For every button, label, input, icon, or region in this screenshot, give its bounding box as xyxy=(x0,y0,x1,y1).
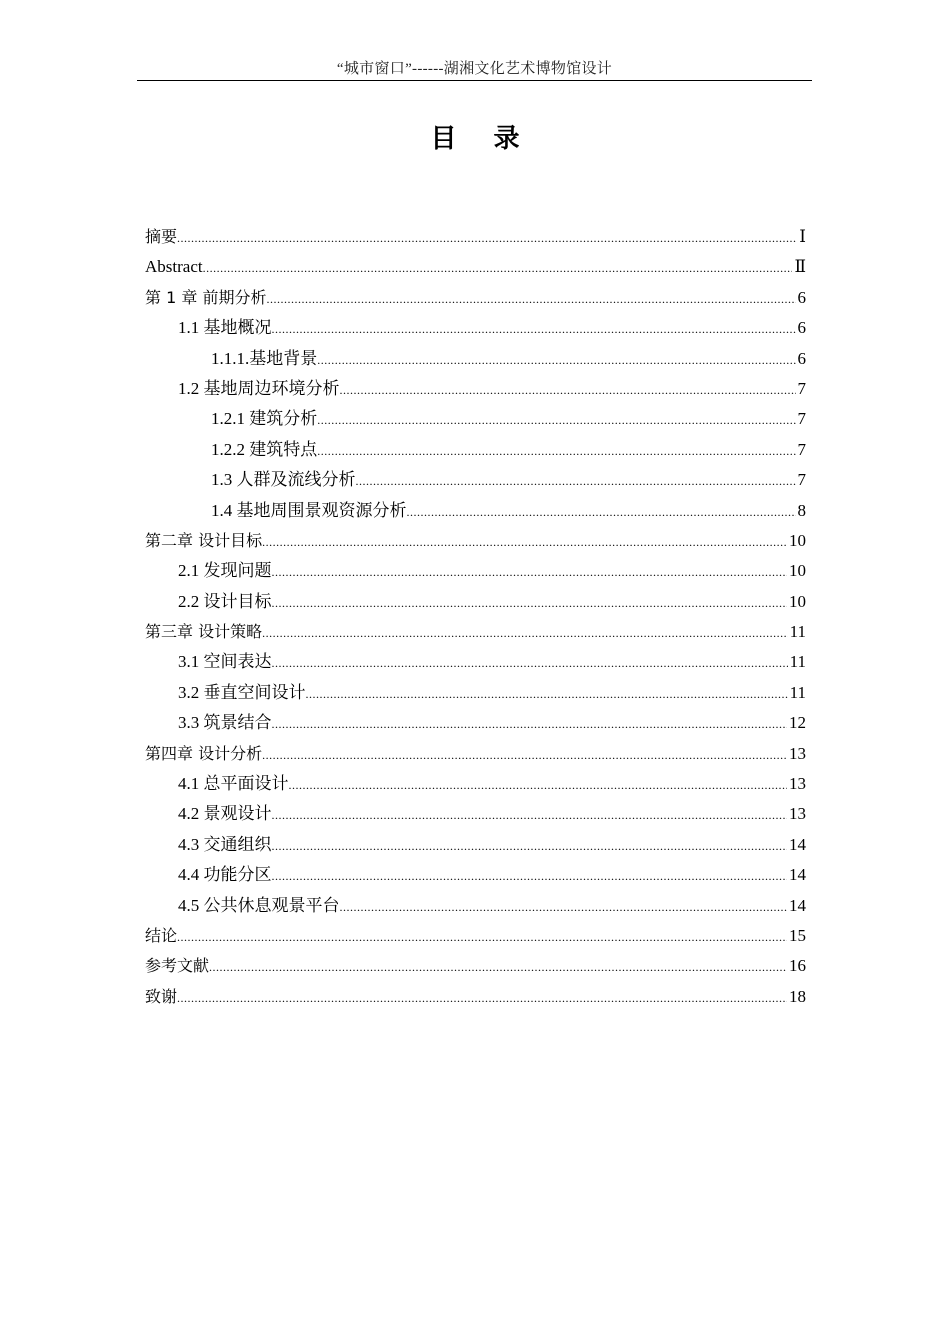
toc-entry-label: 1.2 基地周边环境分析 xyxy=(178,378,340,398)
toc-entry-label: 1.1 基地概况 xyxy=(178,318,272,338)
dot-leader xyxy=(203,253,793,283)
running-header: “城市窗口”------湖湘文化艺术博物馆设计 xyxy=(137,58,812,81)
toc-entry-page: 10 xyxy=(789,591,806,611)
toc-entry-page: 11 xyxy=(789,682,806,702)
toc-entry-3-2[interactable] xyxy=(145,678,806,708)
toc-entry-page: 14 xyxy=(789,895,806,915)
toc-entry-page: 8 xyxy=(797,500,806,520)
toc-entry-1-4[interactable] xyxy=(145,496,806,526)
dot-leader xyxy=(272,800,788,830)
toc-entry-label: 摘要 xyxy=(145,227,178,246)
toc-entry-page: 12 xyxy=(789,713,806,733)
toc-entry-label: 结论 xyxy=(145,925,178,945)
toc-entry-conclusion[interactable] xyxy=(145,921,806,951)
toc-entry-abstract-cn[interactable] xyxy=(145,222,806,252)
toc-title: 目 录 xyxy=(430,124,534,154)
toc-entry-page: 10 xyxy=(789,530,806,550)
dot-leader xyxy=(306,679,788,709)
toc-entry-page: Ⅱ xyxy=(794,257,806,277)
toc-entry-label: 4.2 景观设计 xyxy=(178,804,272,824)
dot-leader xyxy=(272,648,788,678)
dot-leader xyxy=(340,892,788,922)
toc-entry-4-2[interactable] xyxy=(145,799,806,829)
toc-entry-page: 16 xyxy=(789,956,806,976)
toc-entry-1-1[interactable] xyxy=(145,313,806,343)
toc-entry-4-1[interactable] xyxy=(145,769,806,799)
toc-entry-4-3[interactable] xyxy=(145,830,806,860)
toc-entry-label: 第三章 设计策略 xyxy=(145,622,263,642)
toc-entry-label: 参考文献 xyxy=(145,956,210,976)
dot-leader xyxy=(209,952,787,982)
toc-entry-label: 1.2.1 建筑分析 xyxy=(211,409,318,429)
toc-entry-page: 14 xyxy=(789,834,806,854)
dot-leader xyxy=(317,345,795,375)
toc-entry-acknowledgements[interactable] xyxy=(145,982,806,1012)
toc-entry-page: Ⅰ xyxy=(799,227,806,246)
dot-leader xyxy=(177,983,787,1013)
toc-entry-page: 13 xyxy=(789,774,806,794)
toc-entry-chapter-3[interactable] xyxy=(145,617,806,647)
toc-entry-page: 7 xyxy=(797,439,806,459)
toc-entry-page: 18 xyxy=(789,986,806,1006)
toc-entry-label: 3.1 空间表达 xyxy=(178,652,272,672)
table-of-contents xyxy=(145,222,806,1012)
toc-entry-page: 15 xyxy=(789,925,806,945)
toc-entry-label: 第二章 设计目标 xyxy=(145,530,263,550)
dot-leader xyxy=(289,770,788,800)
toc-entry-page: 10 xyxy=(789,561,806,581)
dot-leader xyxy=(340,375,796,405)
dot-leader xyxy=(272,314,796,344)
toc-entry-label: 1.3 人群及流线分析 xyxy=(211,470,356,490)
toc-entry-page: 11 xyxy=(789,652,806,672)
toc-entry-page: 7 xyxy=(797,378,806,398)
dot-leader xyxy=(317,436,795,466)
toc-entry-label: 致谢 xyxy=(145,986,178,1006)
toc-entry-label: 第 1 章 前期分析 xyxy=(145,287,267,307)
toc-entry-page: 6 xyxy=(797,287,806,307)
toc-entry-page: 7 xyxy=(797,470,806,490)
toc-entry-page: 7 xyxy=(797,409,806,429)
toc-entry-label: Abstract xyxy=(145,257,203,277)
dot-leader xyxy=(272,831,788,861)
toc-entry-2-1[interactable] xyxy=(145,556,806,586)
toc-entry-3-3[interactable] xyxy=(145,708,806,738)
toc-entry-4-4[interactable] xyxy=(145,860,806,890)
dot-leader xyxy=(272,861,788,891)
dot-leader xyxy=(262,618,788,648)
toc-entry-page: 13 xyxy=(789,804,806,824)
dot-leader xyxy=(272,709,788,739)
dot-leader xyxy=(262,527,787,557)
toc-entry-label: 3.2 垂直空间设计 xyxy=(178,682,306,702)
toc-entry-label: 2.1 发现问题 xyxy=(178,561,272,581)
toc-entry-chapter-1[interactable] xyxy=(145,283,806,313)
toc-entry-2-2[interactable] xyxy=(145,587,806,617)
toc-entry-abstract-en[interactable] xyxy=(145,252,806,282)
toc-entry-page: 11 xyxy=(789,622,806,642)
toc-entry-4-5[interactable] xyxy=(145,891,806,921)
toc-entry-1-3[interactable] xyxy=(145,465,806,495)
toc-entry-1-2-1[interactable] xyxy=(145,404,806,434)
dot-leader xyxy=(262,740,787,770)
toc-entry-label: 3.3 筑景结合 xyxy=(178,713,272,733)
toc-entry-label: 1.4 基地周围景观资源分析 xyxy=(211,500,407,520)
toc-entry-label: 1.2.2 建筑特点 xyxy=(211,439,318,459)
toc-entry-1-1-1[interactable] xyxy=(145,344,806,374)
toc-entry-label: 4.5 公共休息观景平台 xyxy=(178,895,340,915)
toc-entry-page: 6 xyxy=(797,318,806,338)
toc-entry-page: 13 xyxy=(789,743,806,763)
dot-leader xyxy=(272,588,788,618)
dot-leader xyxy=(177,922,787,952)
toc-entry-label: 第四章 设计分析 xyxy=(145,743,263,763)
toc-entry-label: 4.4 功能分区 xyxy=(178,865,272,885)
toc-entry-references[interactable] xyxy=(145,951,806,981)
toc-entry-page: 14 xyxy=(789,865,806,885)
dot-leader xyxy=(356,466,796,496)
toc-entry-3-1[interactable] xyxy=(145,647,806,677)
toc-entry-chapter-4[interactable] xyxy=(145,739,806,769)
dot-leader xyxy=(407,497,796,527)
toc-entry-label: 1.1.1.基地背景 xyxy=(211,348,318,368)
toc-entry-chapter-2[interactable] xyxy=(145,526,806,556)
toc-entry-1-2[interactable] xyxy=(145,374,806,404)
toc-entry-1-2-2[interactable] xyxy=(145,435,806,465)
toc-entry-page: 6 xyxy=(797,348,806,368)
dot-leader xyxy=(177,223,797,253)
toc-entry-label: 2.2 设计目标 xyxy=(178,591,272,611)
dot-leader xyxy=(266,284,795,314)
dot-leader xyxy=(317,405,795,435)
dot-leader xyxy=(272,557,788,587)
toc-entry-label: 4.1 总平面设计 xyxy=(178,774,289,794)
toc-entry-label: 4.3 交通组织 xyxy=(178,834,272,854)
